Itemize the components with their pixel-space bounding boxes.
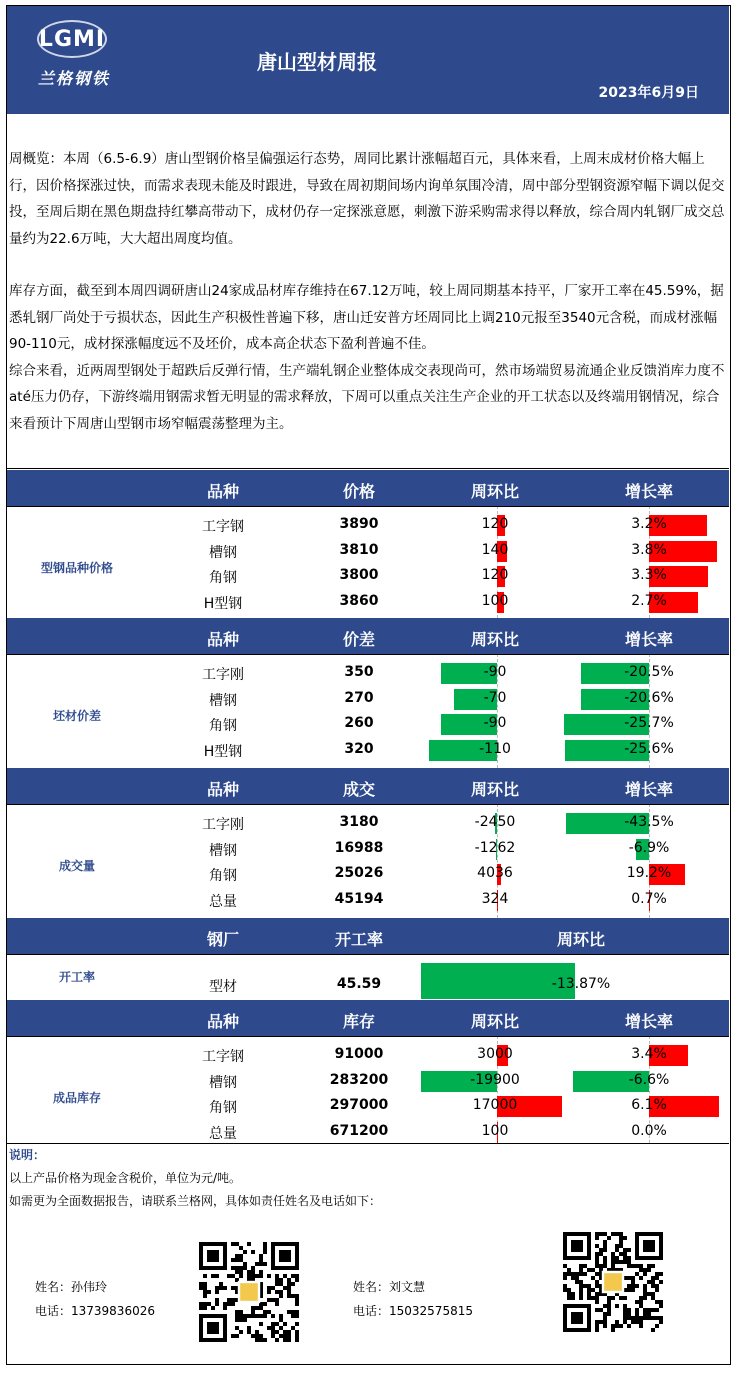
price-header-3: 增长率 (624, 482, 674, 501)
spread-row-value: 260 (344, 715, 374, 731)
volume-header-2: 周环比 (470, 780, 520, 799)
stock-row-name: 角钢 (209, 1100, 237, 1116)
stock-row-value: 297000 (329, 1097, 389, 1113)
stock-row-rate: -6.6% (628, 1071, 670, 1088)
price-top-rule (7, 506, 729, 507)
stock-header-1: 库存 (342, 1012, 376, 1031)
volume-header-0: 品种 (206, 780, 240, 799)
util-header-2: 周环比 (556, 930, 606, 949)
volume-row-value: 45194 (334, 890, 384, 907)
price-category-label: 型钢品种价格 (40, 561, 113, 575)
volume-row-rate: 0.7% (631, 890, 667, 907)
util-row-wow: -13.87% (551, 976, 611, 992)
volume-header-band (7, 768, 729, 804)
summary-conclusion: 综合来看，近两周型钢处于超跌后反弹行情，生产端轧钢企业整体成交表现尚可，然市场端贸易流通企业反馈消库力度不até压力仍存，下游终端用钢需求暂无明显的需求释放，下周可以重点关注生产企业的开工状态以及终端用钢情况，综合来看预计下周唐山型钢市场窄幅震荡整理为主。 (9, 362, 725, 432)
spread-row-name: 角钢 (209, 718, 237, 734)
price-row-wow: 100 (481, 592, 509, 609)
notes-line-price: 以上产品价格为现金含税价，单位为元/吨。 (9, 1171, 242, 1185)
spread-header-0: 品种 (206, 630, 240, 649)
price-row-wow: 120 (481, 567, 509, 583)
stock-header-band (7, 1000, 729, 1036)
price-row-wow: 120 (481, 516, 509, 532)
util-row-value: 45.59 (336, 976, 382, 992)
volume-row-rate: 19.2% (626, 865, 672, 881)
report-date: 2023年6月9日 (598, 85, 699, 101)
stock-row-value: 671200 (329, 1122, 389, 1139)
spread-row-rate: -20.5% (624, 664, 674, 680)
spread-row-wow: -90 (483, 715, 507, 731)
volume-category-label: 成交量 (58, 859, 95, 873)
stock-row-name: 总量 (209, 1125, 237, 1142)
spread-category-label: 坯材价差 (52, 709, 101, 723)
weekly-summary (9, 146, 727, 437)
logo-mark: LGMI (37, 20, 107, 58)
price-row-value: 3800 (339, 567, 379, 583)
contact-1-name: 姓名：孙伟玲 (35, 1280, 108, 1294)
spread-row-name: 工字刚 (202, 667, 244, 683)
stock-row-wow: -19900 (470, 1071, 520, 1088)
volume-row-wow: 4036 (477, 865, 513, 881)
volume-row-value: 25026 (334, 865, 384, 881)
price-row-rate: 2.7% (631, 592, 667, 609)
qr-code-2 (563, 1230, 663, 1334)
price-row-wow: 140 (481, 541, 509, 558)
notes-line-contact: 如需更为全面数据报告，请联系兰格网，具体如责任姓名及电话如下： (9, 1194, 382, 1208)
volume-row-rate: -6.9% (628, 839, 670, 856)
spread-row-name: 槽钢 (209, 692, 237, 709)
spread-row-wow: -90 (483, 664, 507, 680)
price-header-2: 周环比 (470, 482, 520, 501)
spread-header-3: 增长率 (624, 630, 674, 649)
spread-header-band (7, 618, 729, 654)
spread-header-2: 周环比 (470, 630, 520, 649)
price-row-rate: 3.3% (631, 567, 667, 583)
price-row-name: 槽钢 (209, 544, 237, 561)
price-row-rate: 3.8% (631, 541, 667, 558)
spread-row-value: 320 (344, 740, 374, 757)
contact-2-name: 姓名：刘文慧 (353, 1280, 426, 1294)
price-row-value: 3860 (339, 592, 379, 609)
contact-1-phone: 电话：13739836026 (35, 1304, 155, 1318)
stock-row-value: 283200 (329, 1071, 389, 1088)
contact-2-phone: 电话：15032575815 (353, 1304, 473, 1318)
stock-category-label: 成品库存 (52, 1091, 101, 1105)
stock-row-name: 槽钢 (209, 1074, 237, 1091)
util-top-rule (7, 954, 729, 955)
spread-row-value: 350 (344, 664, 374, 680)
price-row-rate: 3.2% (631, 516, 667, 532)
volume-row-wow: -2450 (474, 814, 516, 830)
spread-row-rate: -20.6% (624, 689, 674, 706)
stock-row-rate: 0.0% (631, 1122, 667, 1139)
volume-header-1: 成交 (342, 780, 376, 799)
price-row-name: H型钢 (203, 595, 243, 612)
util-row-name: 型材 (209, 979, 237, 995)
qr-code-1 (199, 1240, 299, 1344)
report-frame (6, 5, 731, 1365)
stock-header-0: 品种 (206, 1012, 240, 1031)
volume-top-rule (7, 804, 729, 805)
stock-header-3: 增长率 (624, 1012, 674, 1031)
volume-row-wow: 324 (481, 890, 509, 907)
summary-overview: 周概览：本周（6.5-6.9）唐山型钢价格呈偏强运行态势，周同比累计涨幅超百元，具体来看，上周末成材价格大幅上行，因价格探涨过快，而需求表现未能及时跟进，导致在周初期间场内询单氛围冷清，周中部分型钢资源窄幅下调以促交投，至周后期在黑色期盘持红攀高带动下，成材仍存一定探涨意愿，刺激下游采购需求得以释放，综合周内轧钢厂成交总量约为22.6万吨，大大超出周度均值。 (9, 151, 725, 247)
spread-row-value: 270 (344, 689, 374, 706)
spread-row-name: H型钢 (203, 743, 243, 760)
summary-inventory: 库存方面，截至到本周四调研唐山24家成品材库存维持在67.12万吨，较上周同期基本持平，厂家开工率在45.59%，据悉轧钢厂尚处于亏损状态，因此生产积极性普遍下移，唐山迁安普方坯周同比上调210元报至3540元含税，而成材涨幅90-110元，成材探涨幅度远不及坯价，成本高企状态下盈利普遍不佳。 (9, 283, 724, 352)
summary-bottom-rule (7, 468, 729, 469)
inventory-bottom-rule (7, 1143, 729, 1144)
report-title: 唐山型材周报 (257, 50, 377, 74)
stock-top-rule (7, 1036, 729, 1037)
notes-label: 说明： (9, 1148, 46, 1162)
price-header-0: 品种 (206, 482, 240, 501)
price-row-value: 3810 (339, 541, 379, 558)
price-header-band (7, 470, 729, 506)
util-header-1: 开工率 (334, 930, 384, 949)
spread-top-rule (7, 654, 729, 655)
price-row-name: 角钢 (209, 570, 237, 586)
spread-header-1: 价差 (342, 630, 376, 649)
volume-header-3: 增长率 (624, 780, 674, 799)
stock-row-wow: 17000 (472, 1097, 518, 1113)
volume-row-name: 总量 (209, 893, 237, 910)
price-row-name: 工字钢 (202, 519, 244, 535)
stock-row-name: 工字钢 (202, 1049, 244, 1065)
spread-row-rate: -25.7% (624, 715, 674, 731)
stock-row-wow: 100 (481, 1122, 509, 1139)
volume-row-rate: -43.5% (624, 814, 674, 830)
volume-row-wow: -1262 (474, 839, 516, 856)
volume-row-value: 3180 (339, 814, 379, 830)
report-header (7, 6, 729, 114)
price-row-value: 3890 (339, 516, 379, 532)
spread-row-wow: -110 (479, 740, 511, 757)
price-header-1: 价格 (342, 482, 376, 501)
volume-row-name: 工字刚 (202, 817, 244, 833)
spread-row-rate: -25.6% (624, 740, 674, 757)
logo-text: 兰格钢铁 (37, 69, 110, 88)
util-category-label: 开工率 (58, 970, 95, 984)
util-header-band (7, 918, 729, 954)
util-header-0: 钢厂 (206, 930, 240, 949)
volume-row-name: 角钢 (209, 868, 237, 884)
volume-row-value: 16988 (334, 839, 384, 856)
stock-header-2: 周环比 (470, 1012, 520, 1031)
stock-row-rate: 6.1% (631, 1097, 667, 1113)
volume-row-name: 槽钢 (209, 842, 237, 859)
stock-row-rate: 3.4% (631, 1046, 667, 1062)
spread-row-wow: -70 (483, 689, 507, 706)
stock-row-wow: 3000 (477, 1046, 513, 1062)
stock-row-value: 91000 (334, 1046, 384, 1062)
